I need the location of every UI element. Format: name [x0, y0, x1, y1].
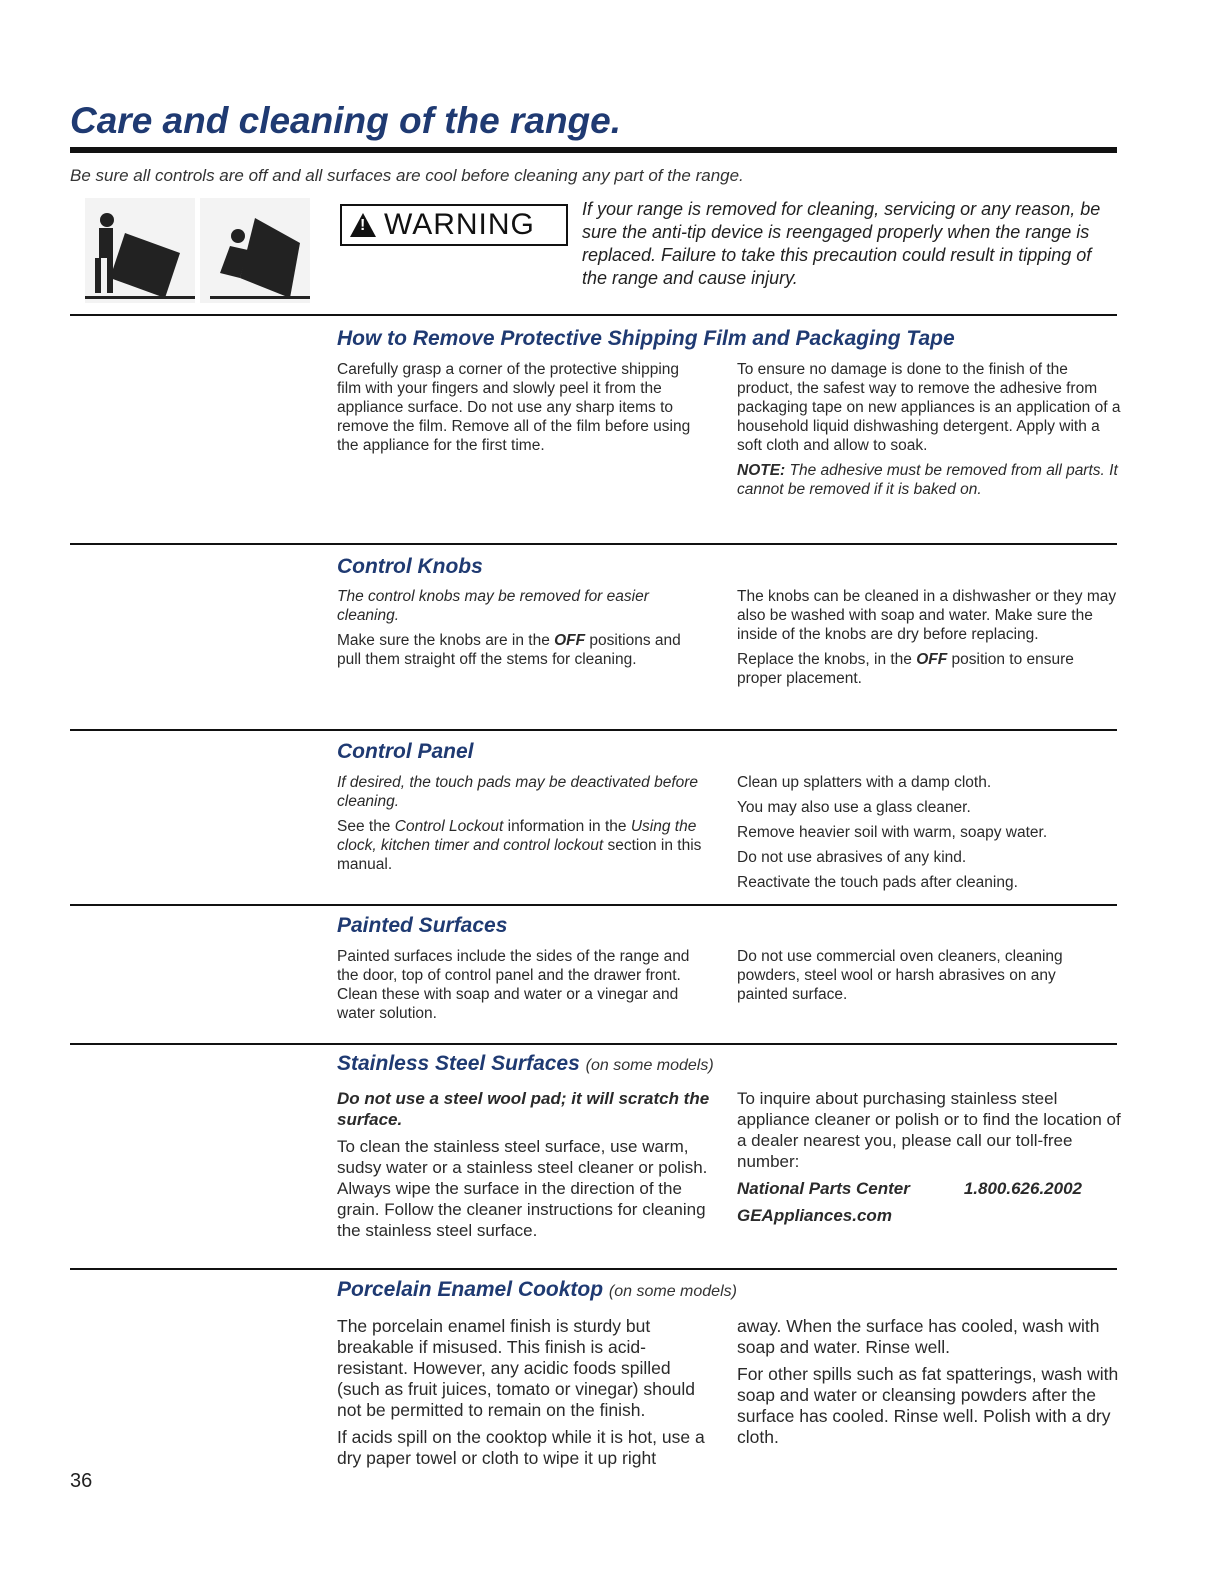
section-divider	[70, 1268, 1117, 1270]
painted-surfaces-left-text: Painted surfaces include the sides of the range and the door, top of control panel and the drawer front. Clean these with soap and water or a vinegar and water solution.	[337, 948, 690, 1022]
website-link: GEAppliances.com	[737, 1206, 892, 1225]
control-panel-tip: Clean up splatters with a damp cloth.	[737, 774, 992, 791]
section-title-control-knobs: Control Knobs	[337, 555, 483, 578]
shipping-film-left-text: Carefully grasp a corner of the protective shipping film with your fingers and slowly peel it from the appliance surface. Do not use any sharp items to remove the film. Remove all of the film before using the appliance for the first time.	[337, 361, 691, 454]
tipping-range-illustration	[85, 198, 195, 303]
section-title-shipping-film: How to Remove Protective Shipping Film and Packaging Tape	[337, 327, 955, 350]
stainless-right-p1: To inquire about purchasing stainless steel appliance cleaner or polish or to find the location of a dealer nearest you, please call our toll-free number:	[737, 1089, 1121, 1171]
stainless-left	[337, 1088, 722, 1247]
porcelain-left	[337, 1316, 712, 1475]
warning-label-box	[340, 204, 568, 246]
control-panel-left-italic: If desired, the touch pads may be deactivated before cleaning.	[337, 774, 699, 810]
intro-text: Be sure all controls are off and all surfaces are cool before cleaning any part of the range.	[70, 166, 744, 185]
control-knobs-right-p2: Replace the knobs, in the OFF position to ensure proper placement.	[737, 651, 1074, 687]
stainless-right	[737, 1088, 1122, 1232]
control-panel-tip: Remove heavier soil with warm, soapy water.	[737, 824, 1048, 841]
control-knobs-left-p2: Make sure the knobs are in the OFF positions and pull them straight off the stems for cleaning.	[337, 632, 681, 668]
porcelain-left-p1: The porcelain enamel finish is sturdy but breakable if misused. This finish is acid-resistant. However, any acidic foods spilled (such as fruit juices, tomato or vinegar) should not be permitted to remain on the finish.	[337, 1316, 695, 1420]
control-panel-tip: Reactivate the touch pads after cleaning.	[737, 874, 1018, 891]
section-divider	[70, 1043, 1117, 1045]
porcelain-right	[737, 1316, 1122, 1454]
painted-surfaces-right	[737, 947, 1097, 1010]
stainless-left-warning: Do not use a steel wool pad; it will scratch the surface.	[337, 1089, 710, 1129]
shipping-film-right	[737, 360, 1122, 505]
control-knobs-right	[737, 587, 1122, 694]
warning-triangle-icon	[350, 213, 376, 237]
control-panel-tip: Do not use abrasives of any kind.	[737, 849, 967, 866]
shipping-film-left	[337, 360, 707, 461]
page-number: 36	[70, 1470, 93, 1492]
shipping-film-note: NOTE: The adhesive must be removed from all parts. It cannot be removed if it is baked on.	[737, 462, 1118, 498]
control-panel-left	[337, 773, 712, 880]
control-knobs-left-italic: The control knobs may be removed for easier cleaning.	[337, 588, 649, 624]
control-panel-tip: You may also use a glass cleaner.	[737, 799, 971, 816]
warning-text: If your range is removed for cleaning, servicing or any reason, be sure the anti-tip device is reengaged properly when the range is replaced. Failure to take this precaution could result in tipping of the range and cause injury.	[582, 199, 1101, 288]
section-divider	[70, 729, 1117, 731]
contact-name: National Parts Center	[737, 1179, 910, 1198]
section-title-stainless: Stainless Steel Surfaces (on some models)	[337, 1052, 714, 1075]
shipping-film-right-text: To ensure no damage is done to the finish of the product, the safest way to remove the adhesive from packaging tape on new appliances is an application of a household liquid dishwashing detergent. Apply with a soft cloth and allow to soak.	[737, 361, 1121, 454]
page-title: Care and cleaning of the range.	[70, 100, 622, 141]
section-title-porcelain: Porcelain Enamel Cooktop (on some models)	[337, 1278, 737, 1301]
control-knobs-left	[337, 587, 707, 675]
porcelain-right-p1: away. When the surface has cooled, wash with soap and water. Rinse well.	[737, 1316, 1100, 1357]
warning-label: WARNING	[384, 208, 535, 241]
painted-surfaces-left	[337, 947, 707, 1029]
section-title-control-panel: Control Panel	[337, 740, 474, 763]
section-divider	[70, 314, 1117, 316]
control-panel-right	[737, 773, 1122, 898]
porcelain-right-p2: For other spills such as fat spatterings, wash with soap and water or cleansing powders after the surface has cooled. Rinse well. Polish with a dry cloth.	[737, 1364, 1119, 1447]
section-divider	[70, 904, 1117, 906]
title-rule	[70, 147, 1117, 153]
painted-surfaces-right-text: Do not use commercial oven cleaners, cleaning powders, steel wool or harsh abrasives on any painted surface.	[737, 948, 1063, 1003]
section-divider	[70, 543, 1117, 545]
contact-phone: 1.800.626.2002	[963, 1179, 1082, 1198]
control-knobs-right-p1: The knobs can be cleaned in a dishwasher or they may also be washed with soap and water. Make sure the inside of the knobs are dry before replacing.	[737, 588, 1117, 643]
porcelain-left-p2: If acids spill on the cooktop while it is hot, use a dry paper towel or cloth to wipe it up right	[337, 1427, 705, 1468]
contact-row	[737, 1178, 1082, 1199]
stainless-left-p2: To clean the stainless steel surface, use warm, sudsy water or a stainless steel cleaner or polish. Always wipe the surface in the direction of the grain. Follow the cleaner instructions for cleaning the stainless steel surface.	[337, 1137, 708, 1240]
section-title-painted-surfaces: Painted Surfaces	[337, 914, 508, 937]
falling-range-illustration	[200, 198, 310, 303]
control-panel-left-p2: See the Control Lockout information in the Using the clock, kitchen timer and control lockout section in this manual.	[337, 818, 702, 873]
